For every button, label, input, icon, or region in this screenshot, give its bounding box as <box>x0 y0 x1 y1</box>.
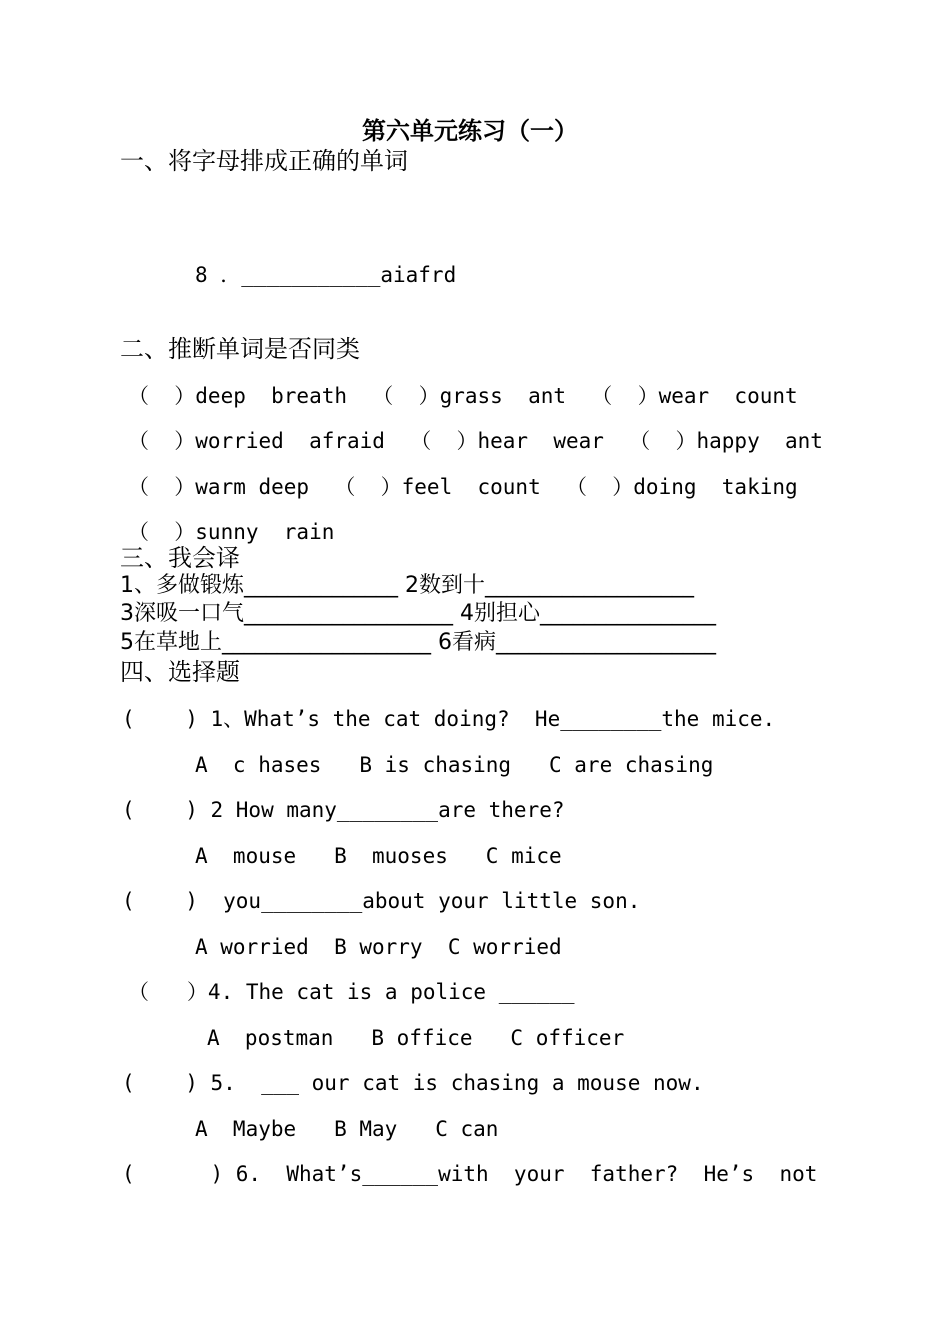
question-2-options: A mouse B muoses C mice <box>195 844 562 868</box>
section1-heading: 一、将字母排成正确的单词 <box>120 147 408 175</box>
question-1-options: A c hases B is chasing C are chasing <box>195 753 714 777</box>
section3-heading: 三、我会译 <box>120 544 240 572</box>
section2-row-2: （ ）worried afraid （ ）hear wear （ ）happy ant <box>128 429 823 453</box>
question-2: ( ) 2 How many________are there? <box>122 798 565 822</box>
question-1: ( ) 1、What’s the cat doing? He________the mice. <box>122 707 776 731</box>
page-title: 第六单元练习（一） <box>362 117 578 145</box>
section2-heading: 二、推断单词是否同类 <box>120 335 360 363</box>
question-6: ( ) 6. What’s______with your father? He’s not <box>122 1162 818 1186</box>
section2-row-3: （ ）warm deep （ ）feel count （ ）doing taking <box>128 475 798 499</box>
section2-row-4: （ ）sunny rain <box>128 520 335 544</box>
question-3: ( ) you________about your little son. <box>122 889 641 913</box>
question-4-options: A postman B office C officer <box>207 1026 625 1050</box>
section1-question-8: 8 ．___________aiafrd <box>195 263 457 287</box>
question-5: ( ) 5. ___ our cat is chasing a mouse now. <box>122 1071 704 1095</box>
question-3-options: A worried B worry C worried <box>195 935 562 959</box>
section3-row-1: 1、多做锻炼______________ 2数到十___________________ <box>120 573 694 598</box>
section3-row-3: 5在草地上___________________ 6看病____________________ <box>120 630 716 655</box>
section4-heading: 四、选择题 <box>120 658 240 686</box>
question-4: （ ）4. The cat is a police ______ <box>128 980 575 1004</box>
question-5-options: A Maybe B May C can <box>195 1117 499 1141</box>
section3-row-2: 3深吸一口气___________________ 4别担心________________ <box>120 601 716 626</box>
section2-row-1: （ ）deep breath （ ）grass ant （ ）wear count <box>128 384 798 408</box>
